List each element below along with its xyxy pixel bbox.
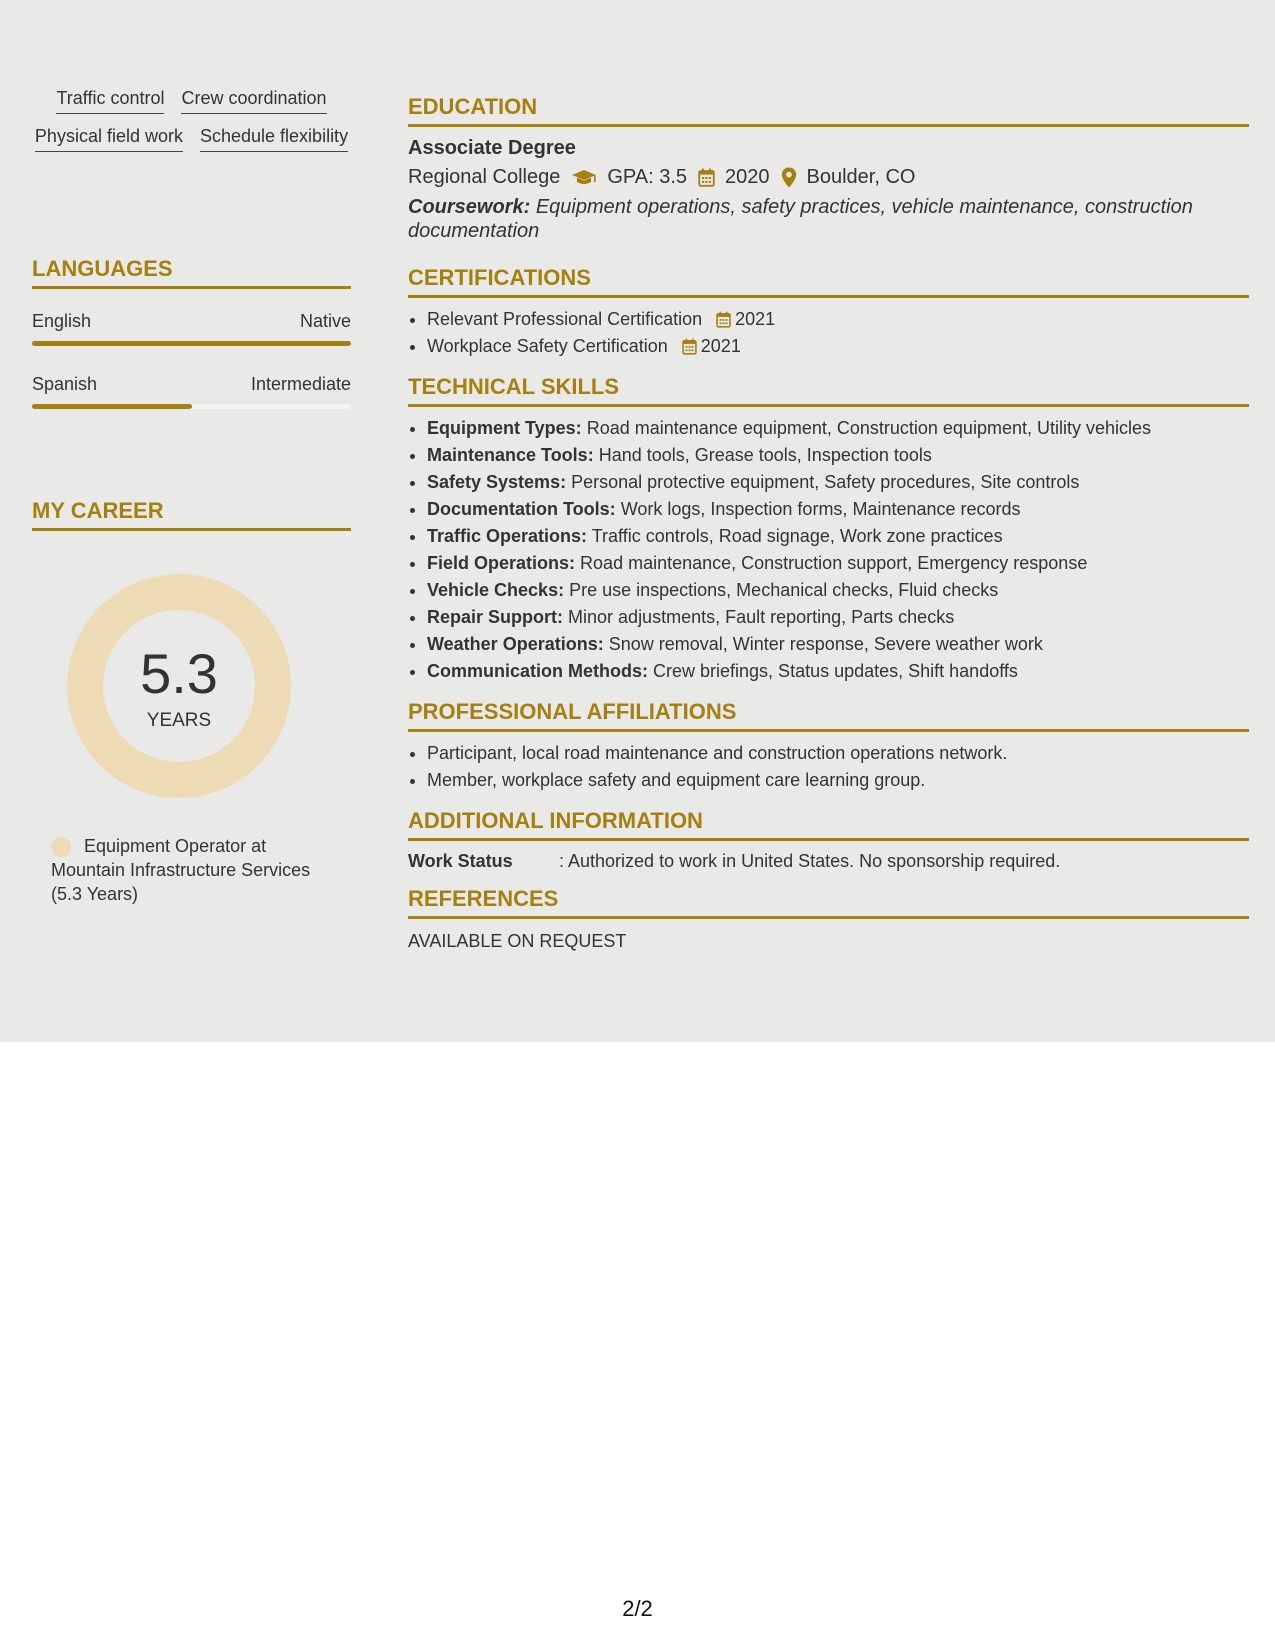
languages-title: LANGUAGES <box>32 256 351 289</box>
skill-label: Communication Methods: <box>427 661 648 681</box>
skill-label: Field Operations: <box>427 553 576 573</box>
certification-year: 2021 <box>700 336 741 356</box>
skill-label: Safety Systems: <box>427 472 567 492</box>
right-column <box>408 94 1249 952</box>
skill-value: Pre use inspections, Mechanical checks, Fluid checks <box>569 580 999 600</box>
education-school: Regional College <box>408 166 561 188</box>
skill-value: Snow removal, Winter response, Severe weather work <box>608 634 1043 654</box>
list-item <box>427 496 1249 523</box>
skill-value: Personal protective equipment, Safety procedures, Site controls <box>571 472 1080 492</box>
references-section <box>408 886 1249 952</box>
education-coursework <box>408 195 1249 243</box>
legend-dot-icon <box>51 837 71 857</box>
education-section <box>408 94 1249 243</box>
language-name: Spanish <box>32 374 98 394</box>
education-year: 2020 <box>725 166 770 188</box>
career-legend-label: Equipment Operator at Mountain Infrastructure Services (5.3 Years) <box>51 836 311 904</box>
certification-year: 2021 <box>735 309 776 329</box>
references-title: REFERENCES <box>408 886 1249 919</box>
list-item <box>427 631 1249 658</box>
work-status-value: : Authorized to work in United States. No sponsorship required. <box>559 851 1061 871</box>
skill-tags <box>32 88 351 152</box>
career-legend-item <box>51 834 341 906</box>
certifications-list <box>408 306 1249 360</box>
coursework-label: Coursework: <box>408 196 531 218</box>
language-name: English <box>32 311 92 331</box>
skill-value: Work logs, Inspection forms, Maintenance records <box>620 499 1021 519</box>
skill-label: Weather Operations: <box>427 634 604 654</box>
skill-label: Traffic Operations: <box>427 526 588 546</box>
certification-name: • Workplace Safety Certification <box>427 336 668 356</box>
list-item <box>427 658 1249 685</box>
skill-label: Vehicle Checks: <box>427 580 565 600</box>
skill-tag: Physical field work <box>35 126 183 152</box>
list-item <box>427 577 1249 604</box>
skill-tag: Traffic control <box>56 88 164 114</box>
list-item <box>427 415 1249 442</box>
list-item: • Member, workplace safety and equipment care learning group. <box>427 767 1249 794</box>
list-item <box>427 469 1249 496</box>
languages-section <box>32 256 351 409</box>
skill-value: Hand tools, Grease tools, Inspection tools <box>598 445 932 465</box>
list-item <box>427 604 1249 631</box>
career-total-years: 5.3 <box>140 642 218 705</box>
language-row <box>32 311 351 346</box>
skill-label: Equipment Types: <box>427 418 582 438</box>
location-pin-icon <box>781 167 797 188</box>
work-status-label: Work Status <box>408 851 513 871</box>
certifications-section <box>408 265 1249 374</box>
work-status-row <box>408 851 1249 872</box>
career-donut-chart <box>67 574 291 798</box>
skill-value: Minor adjustments, Fault reporting, Parts checks <box>568 607 955 627</box>
coursework-text: Equipment operations, safety practices, vehicle maintenance, construction documentation <box>408 196 1193 242</box>
affiliations-list <box>408 740 1249 794</box>
list-item <box>427 333 1249 360</box>
language-bar-fill <box>32 341 351 346</box>
page-number: 2/2 <box>622 1596 653 1621</box>
references-value: AVAILABLE ON REQUEST <box>408 931 627 951</box>
calendar-icon <box>716 311 731 328</box>
education-gpa: GPA: 3.5 <box>607 166 687 188</box>
technical-skills-title: TECHNICAL SKILLS <box>408 374 1249 407</box>
certifications-title: CERTIFICATIONS <box>408 265 1249 298</box>
additional-info-title: ADDITIONAL INFORMATION <box>408 808 1249 841</box>
list-item <box>427 550 1249 577</box>
list-item <box>427 523 1249 550</box>
skill-value: Road maintenance, Construction support, Emergency response <box>580 553 1088 573</box>
calendar-icon <box>682 338 697 355</box>
technical-skills-list <box>408 415 1249 685</box>
skill-value: Traffic controls, Road signage, Work zone practices <box>591 526 1003 546</box>
list-item <box>427 442 1249 469</box>
language-row <box>32 374 351 409</box>
left-column <box>32 88 351 904</box>
education-location: Boulder, CO <box>806 166 916 188</box>
skill-tag: Crew coordination <box>181 88 326 114</box>
affiliations-section <box>408 699 1249 808</box>
language-bar <box>32 404 351 409</box>
education-degree: Associate Degree <box>408 137 576 159</box>
career-years-unit: YEARS <box>146 710 212 731</box>
education-details <box>408 166 1249 189</box>
language-level: Intermediate <box>250 374 351 394</box>
skill-label: Documentation Tools: <box>427 499 616 519</box>
skill-tag: Schedule flexibility <box>200 126 348 152</box>
skill-label: Repair Support: <box>427 607 564 627</box>
list-item: • Participant, local road maintenance and construction operations network. <box>427 740 1249 767</box>
career-title: MY CAREER <box>32 498 351 531</box>
graduation-cap-icon <box>571 169 597 187</box>
certification-name: • Relevant Professional Certification <box>427 309 703 329</box>
career-section <box>32 498 351 906</box>
skill-value: Road maintenance equipment, Construction equipment, Utility vehicles <box>586 418 1152 438</box>
calendar-icon <box>698 168 715 187</box>
language-level: Native <box>299 311 351 331</box>
language-bar-fill <box>32 404 192 409</box>
skill-label: Maintenance Tools: <box>427 445 594 465</box>
education-title: EDUCATION <box>408 94 1249 127</box>
skill-value: Crew briefings, Status updates, Shift handoffs <box>653 661 1018 681</box>
technical-skills-section <box>408 374 1249 699</box>
additional-info-section <box>408 808 1249 886</box>
language-bar <box>32 341 351 346</box>
list-item <box>427 306 1249 333</box>
affiliations-title: PROFESSIONAL AFFILIATIONS <box>408 699 1249 732</box>
